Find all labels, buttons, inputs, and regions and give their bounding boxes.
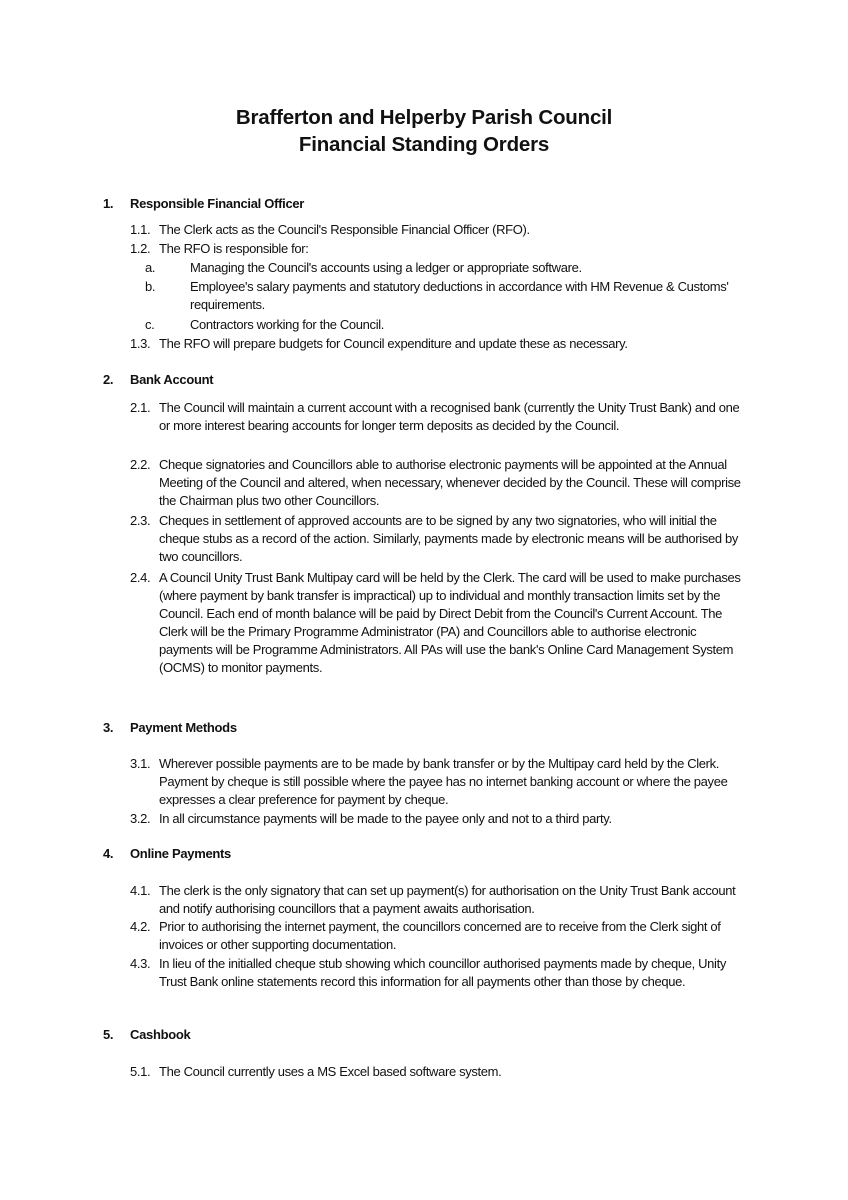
document-title-line2: Financial Standing Orders (298, 133, 550, 156)
clause-number: 4.2. (130, 919, 151, 934)
clause-text: In all circumstance payments will be made to the payee only and not to a third party. (159, 811, 612, 826)
clause-1-1 (130, 221, 750, 239)
subclause-text: Contractors working for the Council. (190, 317, 385, 332)
subclause-text: Managing the Council's accounts using a ledger or appropriate software. (190, 260, 582, 275)
clause-3-2 (130, 810, 750, 828)
clause-text: The clerk is the only signatory that can set up payment(s) for authorisation on the Unity Trust Bank account and notify authorising councillors that a payment awaits authorisation. (159, 883, 736, 916)
section-title: Bank Account (130, 372, 214, 387)
clause-5-1 (130, 1063, 750, 1081)
document-title-line1: Brafferton and Helperby Parish Council (235, 106, 613, 129)
clause-number: 2.3. (130, 513, 151, 528)
clause-number: 1.3. (130, 336, 151, 351)
clause-number: 5.1. (130, 1064, 151, 1079)
subclause-letter: c. (145, 317, 155, 332)
clause-text: The Council currently uses a MS Excel based software system. (159, 1064, 502, 1079)
clause-text: The RFO will prepare budgets for Council expenditure and update these as necessary. (159, 336, 628, 351)
clause-text: Cheque signatories and Councillors able to authorise electronic payments will be appointed at the Annual Meeting of the Council and altered, when necessary, whenever decided by the Council. These will comprise the Chairman plus two other Councillors. (159, 457, 741, 508)
clause-text: In lieu of the initialled cheque stub showing which councillor authorised payments made by cheque, Unity Trust Bank online statements record this information for all payments other than those by cheque. (159, 956, 727, 989)
clause-4-3 (130, 955, 750, 991)
section-title: Cashbook (130, 1027, 191, 1042)
clause-1-3 (130, 335, 750, 353)
clause-number: 2.2. (130, 457, 151, 472)
clause-text: The RFO is responsible for: (159, 241, 309, 256)
section-number: 1. (103, 196, 114, 211)
clause-number: 4.3. (130, 956, 151, 971)
subclause-c (145, 316, 750, 334)
subclause-letter: b. (145, 279, 156, 294)
clause-number: 2.4. (130, 570, 151, 585)
clause-number: 3.1. (130, 756, 151, 771)
section-title: Payment Methods (130, 720, 237, 735)
clause-2-4 (130, 569, 750, 677)
clause-text: A Council Unity Trust Bank Multipay card will be held by the Clerk. The card will be used to make purchases (where payment by bank transfer is impractical) up to individual and monthly transaction limits set by the Council. Each end of month balance will be paid by Direct Debit from the Council's Current Account. The Clerk will be the Primary Programme Administrator (PA) and Councillors able to authorise electronic payments will be Programme Administrators. All PAs will use the bank's Online Card Management System (OCMS) to monitor payments. (159, 570, 741, 675)
clause-4-1 (130, 882, 750, 918)
clause-4-2 (130, 918, 750, 954)
subclause-b (145, 278, 750, 314)
section-title: Online Payments (130, 846, 231, 861)
clause-number: 2.1. (130, 400, 151, 415)
clause-text: The Clerk acts as the Council's Responsible Financial Officer (RFO). (159, 222, 530, 237)
section-title: Responsible Financial Officer (130, 196, 305, 211)
section-number: 2. (103, 372, 114, 387)
clause-number: 1.1. (130, 222, 151, 237)
clause-1-2 (130, 240, 750, 258)
section-number: 3. (103, 720, 114, 735)
clause-number: 3.2. (130, 811, 151, 826)
clause-number: 4.1. (130, 883, 151, 898)
clause-text: Cheques in settlement of approved accounts are to be signed by any two signatories, who will initial the cheque stubs as a record of the action. Similarly, payments made by electronic means will be authorised by two councillors. (159, 513, 739, 564)
section-number: 4. (103, 846, 114, 861)
clause-text: The Council will maintain a current account with a recognised bank (currently the Unity Trust Bank) and one or more interest bearing accounts for longer term deposits as decided by the Council. (159, 400, 740, 433)
clause-text: Prior to authorising the internet payment, the councillors concerned are to receive from the Clerk sight of invoices or other supporting documentation. (159, 919, 721, 952)
clause-2-3 (130, 512, 750, 566)
clause-2-2 (130, 456, 750, 510)
section-number: 5. (103, 1027, 114, 1042)
subclause-a (145, 259, 750, 277)
clause-2-1 (130, 399, 750, 435)
subclause-letter: a. (145, 260, 156, 275)
clause-text: Wherever possible payments are to be made by bank transfer or by the Multipay card held by the Clerk. Payment by cheque is still possible where the payee has no internet banking account or where the payee expresses a clear preference for payment by cheque. (159, 756, 728, 807)
clause-3-1 (130, 755, 750, 809)
subclause-text: Employee's salary payments and statutory deductions in accordance with HM Revenue & Customs' requirements. (190, 279, 729, 312)
clause-number: 1.2. (130, 241, 151, 256)
